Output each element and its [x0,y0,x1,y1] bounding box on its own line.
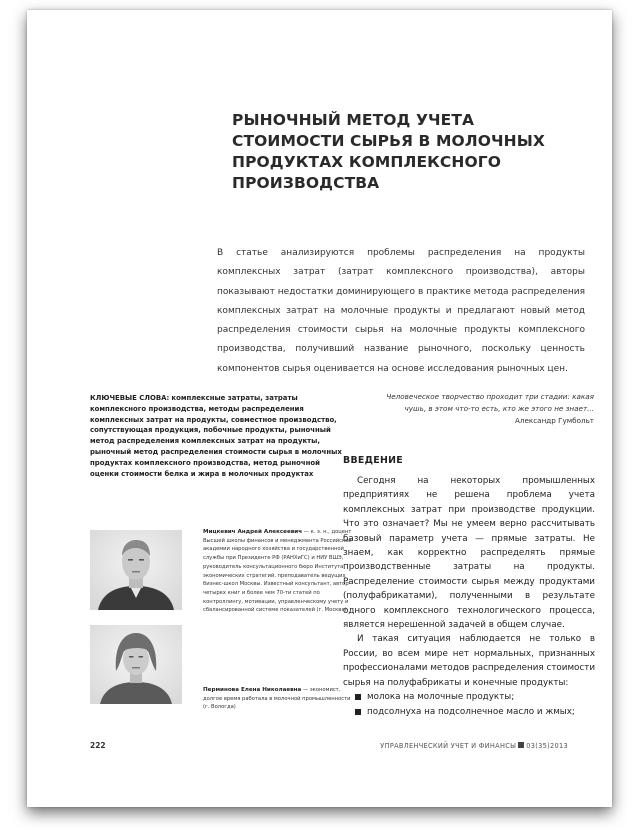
author-description: — к. э. н., доцент Высшей школы финансов и менеджмента Российской академии народного хозяйства и государственной службы при Президенте РФ (РАНХиГС) и НИУ ВШЭ, руководитель консультационного бюро Института экономических стратегий, преподаватель ведущих бизнес-школ Москвы. Известный консультант, автор четырех книг и более чем 70-ти статей по контроллингу, мотивации, управленческому учету и сбалансированной системе показателей (г. Москва) [203,529,352,614]
author-description: — экономист, долгое время работала в молочной промышленности (г. Вологда) [203,687,351,711]
journal-issue: 03(35)2013 [526,742,568,750]
author-name: Перминова Елена Николаевна [203,687,302,693]
author-photo [90,625,182,704]
list-item [343,705,595,719]
article-abstract: В статье анализируются проблемы распределения на продукты комплексных затрат (затрат комплексного производства), авторы показывают недостатки доминирующего в практике метода распределения комплексных затрат на молочные продукты и предлагают новый метод распределения стоимости сырья на молочные продукты комплексного производства, получивший название рыночного, поскольку ценность компонентов сырья оценивается на основе исследования рыночных цен. [217,248,585,374]
bullet-list [343,690,595,719]
page-number: 222 [90,741,106,750]
square-bullet-icon [355,709,361,715]
keywords-label: КЛЮЧЕВЫЕ СЛОВА: [90,394,170,402]
journal-footer [380,742,568,750]
body-paragraph: Сегодня на некоторых промышленных предприятиях не решена проблема учета комплексных затрат при производстве продукции. Что это означает? Мы не умеем верно рассчитывать базовый параметр учета — прямые затраты. Не знаем, как корректно распределять прямые производственные затраты на продукты. Распределение стоимости сырья между продуктами (полуфабрикатами), полученными в результате одного комплексного технологического процесса, является нерешенной задачей в общем случае. [343,476,595,631]
author-bio [203,528,353,615]
list-item-text: подсолнуха на подсолнечное масло и жмых; [367,706,575,717]
portrait-woman-image [90,625,182,704]
author-name: Мицкевич Андрей Алексеевич [203,529,303,535]
body-paragraph: И такая ситуация наблюдается не только в России, во всем мире нет нормальных, признанных профессионалами методов распределения стоимости сырья на полуфабрикаты и конечные продукты: [343,634,595,688]
epigraph-author: Александр Гумбольт [514,416,594,425]
article-body [343,474,595,719]
journal-page [27,10,612,807]
list-item-text: молока на молочные продукты; [367,692,515,703]
author-photo [90,530,182,610]
square-bullet-icon [355,694,361,700]
list-item [343,690,595,704]
portrait-man-image [90,530,182,610]
epigraph-quote: Человеческое творчество проходит три стадии: какая чушь, в этом что-то есть, кто же этого не знает... [386,392,594,413]
keywords-block [90,393,345,479]
journal-name: УПРАВЛЕНЧЕСКИЙ УЧЕТ И ФИНАНСЫ [380,742,517,750]
article-title: РЫНОЧНЫЙ МЕТОД УЧЕТА СТОИМОСТИ СЫРЬЯ В МОЛОЧНЫХ ПРОДУКТАХ КОМПЛЕКСНОГО ПРОИЗВОДСТВА [232,111,545,192]
keywords-text: комплексные затраты, затраты комплексного производства, методы распределения комплексных затрат на продукты, совместное производство, сопутствующая продукция, побочные продукты, рыночный метод распределения комплексных затрат на продукты, рыночный метод распределения стоимости сырья в молочных продуктах комплексного производства, метод рыночной оценки стоимости белка и жира в молочных продуктах [90,394,342,478]
section-heading: ВВЕДЕНИЕ [343,455,403,466]
square-separator-icon [518,742,524,748]
author-bio [203,686,353,712]
